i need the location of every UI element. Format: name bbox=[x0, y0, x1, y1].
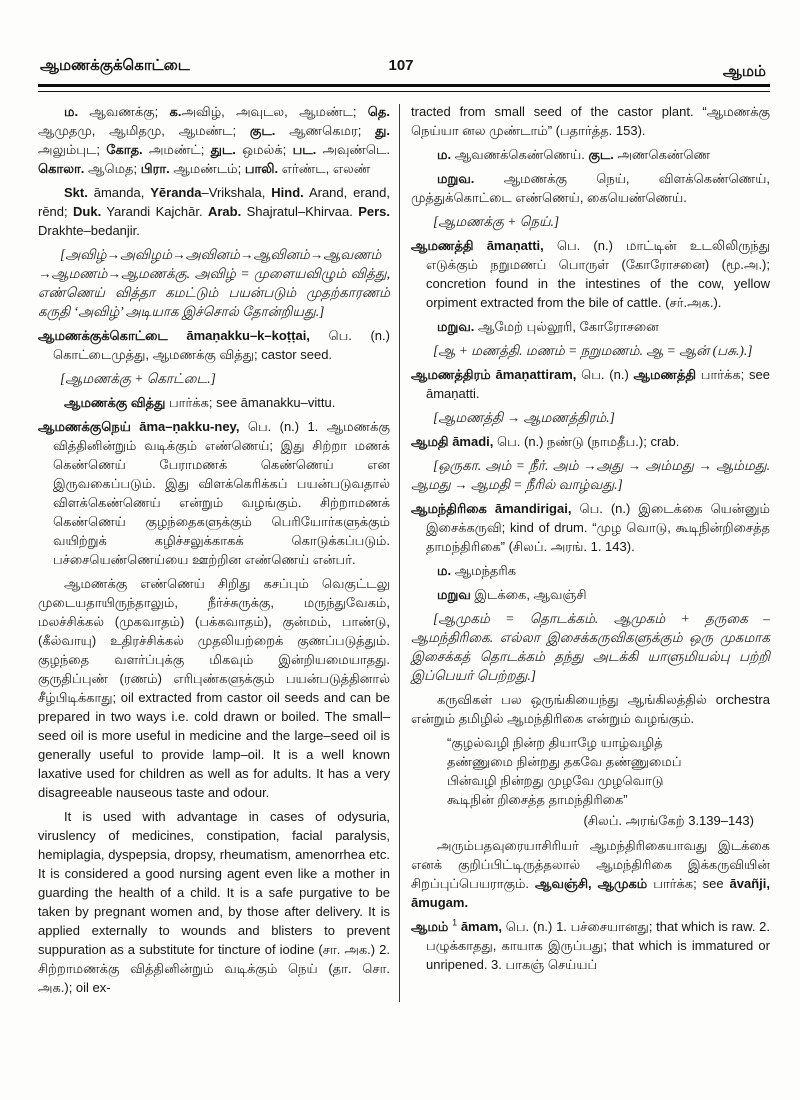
text-columns bbox=[0, 92, 800, 1002]
text-block-entry: ஆமணக்குக்கொட்டை āmaṇakku–k–koṭṭai, பெ. (n.) கொட்டைமுத்து, ஆமணக்கு வித்து; castor seed. bbox=[38, 328, 390, 362]
column-divider bbox=[399, 104, 400, 1002]
text-block-entry: ஆமணக்குநெய் āma–ṇakku-ney, பெ. (n.) 1. ஆமணக்கு வித்தினின்றும் வடிக்கும் எண்ணெய்; இது சிற்றா மணக் கெண்ணெய் பேராமணக் கெண்ணெய் என இருவகைப்படும். இது விளக்கெரிக்கப் பயன்படுவதால் விளக்கெண்ணெய் என்றும் வழங்கும். சிற்றாமணக் கெண்ணெய் குழந்தைகளுக்கும் பெரியோர்களுக்கும் வயிற்றுக் கழிச்சலுக்காகக் கொடுக்கப்படும். பச்சையெண்ணெய்யை ஊற்றின எண்ணெய் என்பர். bbox=[38, 419, 390, 567]
text-block-cog: ம. ஆவணக்கெண்ணெய். குட. அணகெண்ணெ bbox=[437, 147, 711, 162]
text-block-entry: ஆமந்திரிகை āmandirigai, பெ. (n.) இடைக்கை யென்னும் இசைக்கருவி; kind of drum. “முழ வொடு, கூடிநின்றிசைத்த தாமந்திரிகை” (சிலப். அரங். 1. 143). bbox=[411, 501, 770, 554]
text-block-etym: [ஆமணத்தி → ஆமணத்திரம்.] bbox=[433, 410, 615, 425]
text-block-etym: [அவிழ்→அவிழம்→அவினம்→ஆவினம்→ஆவணம் →ஆமணம்→ஆமணக்கு. அவிழ் = முளையவிழும் வித்து, எண்ணெய் வித்தா கமட்டும் பயன்படும் முதற்காரணம் கருதி ‘அவிழ்’ அடியாக இச்சொல் தோன்றியது.] bbox=[38, 247, 390, 319]
text-block-etym: [ஒருகா. அம் = நீர். அம் →அது → அம்மது → ஆம்மது. ஆமது → ஆமதி = நீரில் வாழ்வது.] bbox=[411, 458, 770, 492]
text-block-see: ஆமணக்கு வித்து பார்க்க; see āmanakku–vittu. bbox=[64, 395, 336, 410]
left-column bbox=[38, 102, 390, 1002]
text-block-cite: (சிலப். அரங்கேற் 3.139–143) bbox=[583, 813, 754, 828]
header-guide-word-left: ஆமணக்குக்கொட்டை bbox=[40, 57, 190, 74]
text-block-cog: Skt. āmanda, Yēranda–Vrikshala, Hind. Arand, erand, rēnd; Duk. Yarandi Kajchār. Arab. Shajratul–Khirvaa. Pers. Drakhte–bedanjir. bbox=[38, 185, 391, 238]
text-block-cog: மறுவ. ஆமேற் புல்லூரி, கோரோசனை bbox=[437, 319, 659, 334]
page-number: 107 bbox=[388, 57, 414, 74]
text-block-etym: [ஆமுகம் = தொடக்கம். ஆமுகம் + தருகை – ஆமந்திரிகை. எல்லா இசைக்கருவிகளுக்கும் ஒரு முகமாக இசைக்கத் தொடக்கம் தந்து அடக்கி யாளுமியல்பு பற்றி இப்பெயர் பெற்றது.] bbox=[411, 611, 770, 683]
text-block-etym: [ஆ + மணத்தி. மணம் = நறுமணம். ஆ = ஆன் (பசு.).] bbox=[433, 343, 753, 358]
header-rule bbox=[38, 84, 770, 92]
text-block-para: அரும்பதவுரையாசிரியர் ஆமந்திரிகையாவது இடக்கை எனக் குறிப்பிட்டிருத்தலால் ஆமந்திரிகை இக்கருவியின் சிறப்புப்பெயராகும். ஆவஞ்சி, ஆமுகம் பார்க்க; see āvañji, āmugam. bbox=[411, 838, 771, 910]
text-block-etym: [ஆமணக்கு + கொட்டை.] bbox=[60, 371, 216, 386]
text-block-cog: ம. ஆமந்தரிக bbox=[437, 563, 517, 578]
text-block-para: ஆமணக்கு எண்ணெய் சிறிது கசப்பும் வெகுட்டலு முடையதாயிருந்தாலும், நீர்ச்சுருக்கு, மருந்துவேகம், மலச்சிக்கல் (முகவாதம்) (பக்கவாதம்), குன்மம், பாண்டு, (கீல்வாயு) உதிரச்சிக்கல் முதலியற்றைக் குணப்படுத்தும். குழந்தை வளர்ப்புக்கு மிகவும் இன்றியமையாதது. குருதிப்புண் (ரணம்) எரிபுண்களுக்கும் பயன்படுத்தினால் சீழ்பிடிக்காது; oil extracted from castor oil seeds and can be prepared in two ways i.e. cold drawn or boiled. The small–seed oil is more useful in medicine and the large–seed oil is generally useful to provide lamp–oil. It is a well known laxative used for children as well as for adults. It has a very disagreeable nauseous taste and odour. bbox=[38, 576, 390, 800]
text-block-cog: மறுவ. ஆமணக்கு நெய், விளக்கெண்ணெய், முத்துக்கொட்டை எண்ணெய், கையெண்ணெய். bbox=[411, 171, 770, 205]
text-block-verse: “குழல்வழி நின்ற தியாழே யாழ்வழித் தண்ணுமை நின்றது தகவே தண்ணுமைப் பின்வழி நின்றது முழவே முழவொடு கூடிநின் றிசைத்த தாமந்திரிகை” bbox=[447, 735, 682, 807]
text-block-cont: tracted from small seed of the castor plant. “ஆமணக்கு நெய்யா னல முண்டாம்” (பதார்த்த. 153). bbox=[411, 104, 770, 138]
text-block-para: It is used with advantage in cases of odysuria, viruslency of medicines, constipation, facial paralysis, hemiplagia, dyspepsia, dropsy, rheumatism, amenorrhea etc. It is considered a good nursing agent even like a mother in guarding the health of a child. It is a safe purgative to be taken by pregnant women and, by those after delivery. It is applied externally to wounds and blisters to prevent suppuration as a substitute for tincture of iodine (சா. அக.) 2. சிற்றாமணக்கு வித்தினின்றும் வடிக்கும் நெய் (தா. சொ. அக.); oil ex- bbox=[38, 809, 390, 995]
text-block-entry: ஆமணத்திரம் āmaṇattiram, பெ. (n.) ஆமணத்தி பார்க்க; see āmaṇatti. bbox=[411, 367, 770, 401]
text-block-entry: ஆமம் $^1$ āmam, பெ. (n.) 1. பச்சையானது; that which is raw. 2. பழுக்காதது, காயாக இருப்பது; that which is immatured or unripened. 3. பாகஞ் செய்யப் bbox=[411, 917, 770, 972]
text-block-para: கருவிகள் பல ஒருங்கியைந்து ஆங்கிலத்தில் orchestra என்றும் தமிழில் ஆமந்திரிகை என்றும் வழங்கும். bbox=[411, 692, 770, 726]
text-block-etym: [ஆமணக்கு + நெய்.] bbox=[433, 214, 560, 229]
text-block-entry: ஆமதி āmadi, பெ. (n.) நண்டு (நாமதீப.); crab. bbox=[411, 434, 680, 449]
header-guide-word-right: ஆமம் bbox=[722, 63, 766, 80]
right-column bbox=[411, 102, 770, 1002]
page-header bbox=[40, 56, 766, 80]
text-block-cog: ம. ஆவணக்கு; க.அவிழ், அவுடல, ஆமண்ட; தெ. ஆமுதமு, ஆமிதமு, ஆமண்ட; குட. ஆணகெமர; து. அலும்புட; கோத. அமண்ட்; துட. ஒமல்க்; பட. அவுண்டெ. கொலா. ஆமெத; பிரா. ஆமண்டம்; பாலி. எர்ண்ட, எலண் bbox=[38, 104, 391, 176]
text-block-cog: மறுவ இடக்கை, ஆவஞ்சி bbox=[437, 587, 587, 602]
text-block-entry: ஆமணத்தி āmaṇatti, பெ. (n.) மாட்டின் உடலிலிருந்து எடுக்கும் நறுமணப் பொருள் (கோரோசனை) (மூ.அ.); concretion found in the intestines of the cow, yellow orpiment extracted from the bile of cattle. (சர்.அக.). bbox=[411, 238, 770, 310]
